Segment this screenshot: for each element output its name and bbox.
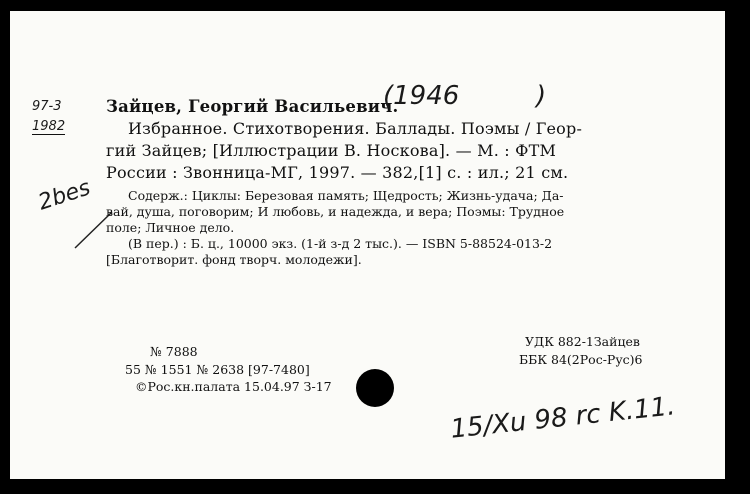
contents-line-1: Содерж.: Циклы: Березовая память; Щедрость; Жизнь-удача; Да- — [128, 188, 564, 203]
punch-hole — [356, 369, 394, 407]
shelf-code: 97-3 — [32, 99, 62, 114]
handwritten-side-note: 2bes — [35, 175, 94, 216]
bbk-code: ББК 84(2Рос-Рус)6 — [519, 352, 643, 367]
handwritten-close-paren: ) — [536, 81, 547, 111]
contents-line-3: поле; Личное дело. — [106, 220, 235, 235]
shelf-year: 1982 — [32, 119, 66, 134]
fund-line: [Благотворит. фонд творч. молодежи]. — [106, 252, 362, 267]
title-line-1: Избранное. Стихотворения. Баллады. Поэмы / Геор- — [128, 119, 583, 138]
author-heading: Зайцев, Георгий Васильевич. — [106, 97, 399, 116]
handwritten-birth-year: (1946 — [383, 81, 460, 111]
copyright-line: ©Рос.кн.палата 15.04.97 З-17 — [135, 379, 332, 394]
title-line-2: гий Зайцев; [Иллюстрации В. Носкова]. — М. : ФТМ — [106, 141, 557, 160]
handwritten-bottom-note: 15/Xu 98 rc K.11. — [449, 391, 677, 445]
card-number: № 7888 — [150, 344, 198, 359]
contents-line-2: вай, душа, поговорим; И любовь, и надежда, и вера; Поэмы: Трудное — [106, 204, 565, 219]
catalog-card — [10, 11, 725, 479]
title-line-3: России : Звонница-МГ, 1997. — 382,[1] с. : ил.; 21 см. — [106, 163, 569, 182]
udk-code: УДК 882-1Зайцев — [525, 334, 640, 349]
registration-line: 55 № 1551 № 2638 [97-7480] — [125, 362, 310, 377]
binding-isbn-line: (В пер.) : Б. ц., 10000 экз. (1-й з-д 2 тыс.). — ISBN 5-88524-013-2 — [128, 236, 553, 251]
